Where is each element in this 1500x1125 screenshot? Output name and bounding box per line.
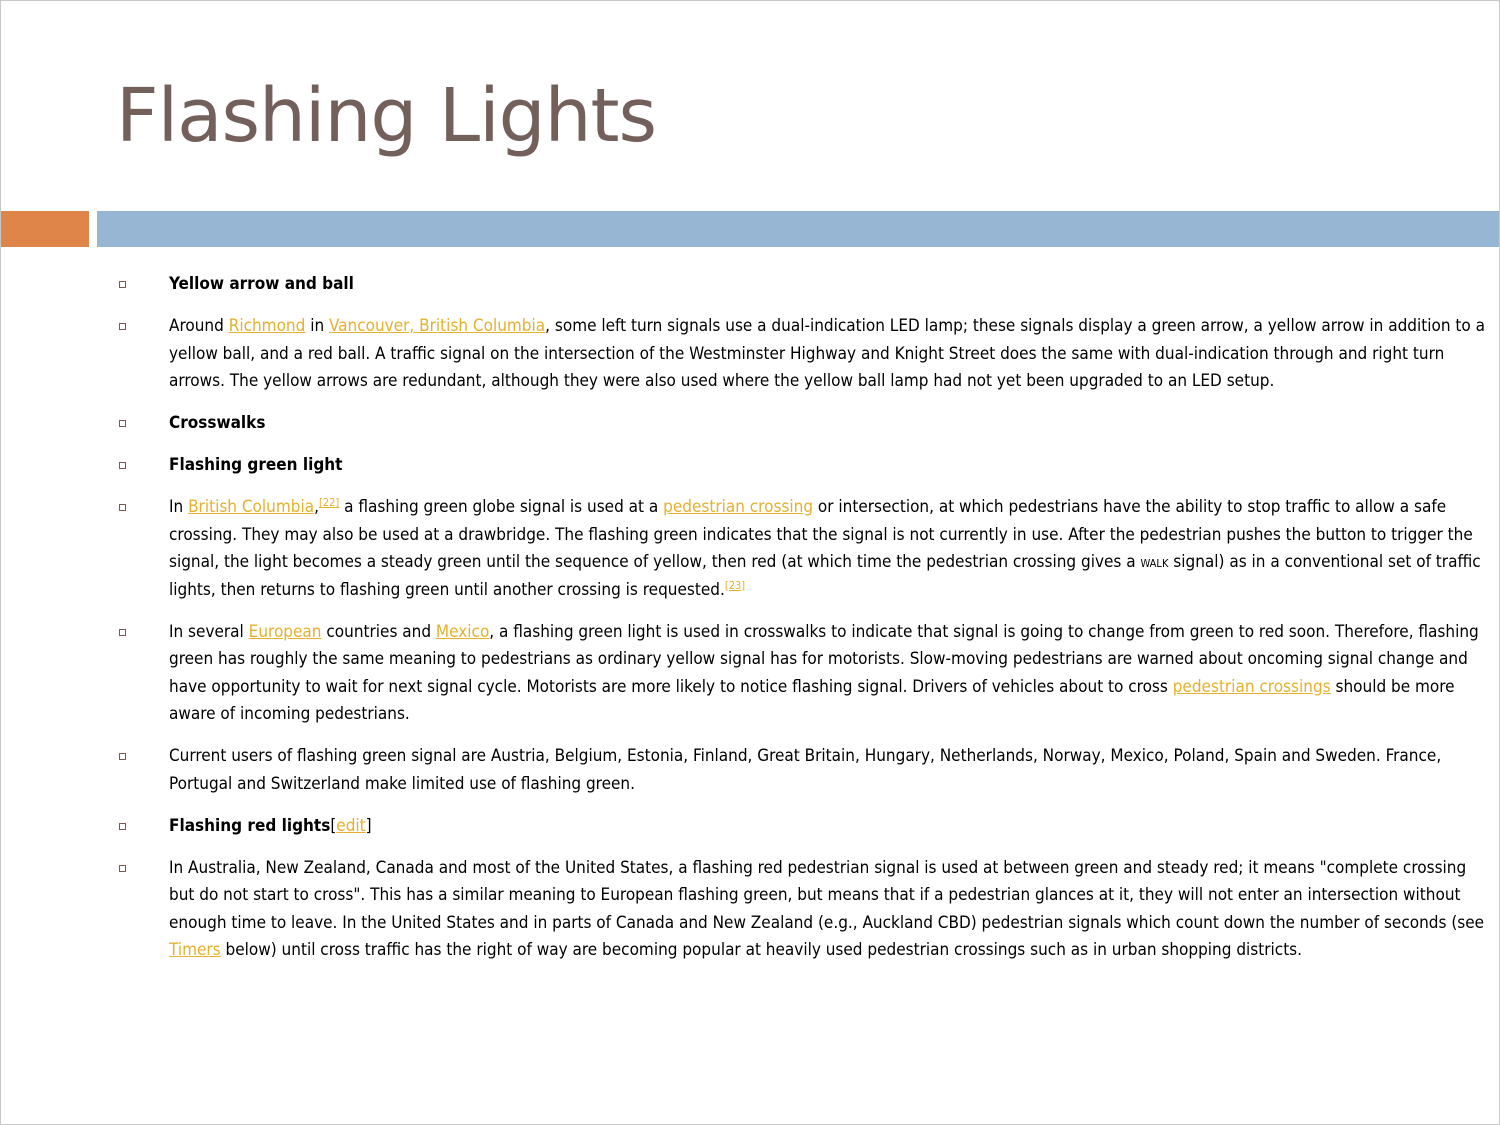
body-text: or intersection, at which pedestrians have the ability to stop traffic to allow a safe crossing. They may also be used at a drawbridge. The flashing green indicates that the signal is not currently in use. After the pedestrian pushes the button to trigger the signal, the light becomes a steady green until the sequence of yellow, then red (at which time the pedestrian crossing gives a bbox=[169, 497, 1473, 572]
link-pedestrian-crossing[interactable]: pedestrian crossing bbox=[663, 497, 814, 517]
accent-bar-orange bbox=[1, 211, 89, 247]
body-text: In Australia, New Zealand, Canada and most of the United States, a flashing red pedestrian signal is used at between green and steady red; it means "complete crossing but do not start to cross". This has a similar meaning to European flashing green, but means that if a pedestrian glances at it, they will not enter an intersection without enough time to leave. In the United States and in parts of Canada and New Zealand (e.g., Auckland CBD) pedestrian signals which count down the number of seconds (see bbox=[169, 857, 1485, 933]
link-pedestrian-crossings[interactable]: pedestrian crossings bbox=[1172, 676, 1331, 697]
body-text: Around bbox=[169, 316, 229, 336]
citation-link-22[interactable]: [22] bbox=[318, 496, 340, 509]
body-text: , some left turn signals use a dual-indication LED lamp; these signals display a green arrow, a yellow arrow in addition to a yellow ball, and a red ball. A traffic signal on the intersection of the Westminster Highway and Knight Street does the same with dual-indication through and right turn arrows. The yellow arrows are redundant, although they were also used where the yellow ball lamp had not yet been upgraded to an LED setup. bbox=[169, 316, 1485, 391]
accent-bar-blue bbox=[97, 211, 1500, 247]
list-item bbox=[119, 619, 1489, 729]
list-item bbox=[119, 271, 1489, 299]
edit-link[interactable]: edit bbox=[336, 815, 366, 836]
list-item bbox=[119, 410, 1489, 438]
hollow-square-bullet-icon bbox=[119, 865, 126, 872]
slide-title: Flashing Lights bbox=[116, 73, 657, 159]
body-text: below) until cross traffic has the right of way are becoming popular at heavily used pedestrian crossings such as in urban shopping districts. bbox=[220, 940, 1303, 960]
body-text: Current users of flashing green signal are Austria, Belgium, Estonia, Finland, Great Britain, Hungary, Netherlands, Norway, Mexico, Poland, Spain and Sweden. France, Portugal and Switzerland make limited use of flashing green. bbox=[169, 746, 1442, 794]
hollow-square-bullet-icon bbox=[119, 753, 126, 760]
hollow-square-bullet-icon bbox=[119, 462, 126, 469]
citation-link-23[interactable]: [23] bbox=[724, 578, 746, 592]
body-text: countries and bbox=[321, 621, 436, 642]
hollow-square-bullet-icon bbox=[119, 323, 126, 330]
bullet-list bbox=[119, 271, 1489, 979]
body-text: , bbox=[314, 497, 319, 517]
body-text: In bbox=[169, 497, 189, 517]
link-european[interactable]: European bbox=[248, 621, 322, 642]
body-text: In several bbox=[169, 621, 249, 642]
walk-signal-text: walk bbox=[1140, 553, 1169, 571]
hollow-square-bullet-icon bbox=[119, 629, 126, 636]
edit-bracket: ] bbox=[365, 815, 372, 836]
body-text: a flashing green globe signal is used at a bbox=[339, 497, 664, 517]
section-heading: Flashing red lights bbox=[169, 815, 331, 836]
edit-bracket: [ bbox=[330, 815, 337, 836]
list-item bbox=[119, 855, 1489, 965]
body-text: signal) as in a conventional set of traffic lights, then returns to flashing green until another crossing is requested. bbox=[169, 552, 1481, 600]
section-heading: Crosswalks bbox=[169, 413, 266, 433]
section-heading: Flashing green light bbox=[169, 455, 343, 475]
link-timers[interactable]: Timers bbox=[169, 940, 221, 960]
body-text: , a flashing green light is used in crosswalks to indicate that signal is going to change from green to red soon. Therefore, flashing green has roughly the same meaning to pedestrians as ordinary yellow signal has for motorists. Slow-moving pedestrians are warned about oncoming signal change and have opportunity to wait for next signal cycle. Motorists are more likely to notice flashing signal. Drivers of vehicles about to cross bbox=[169, 621, 1479, 697]
body-text: in bbox=[305, 316, 330, 336]
link-british-columbia[interactable]: British Columbia bbox=[188, 497, 315, 517]
list-item bbox=[119, 313, 1489, 396]
list-item bbox=[119, 813, 1489, 841]
list-item bbox=[119, 743, 1489, 798]
link-mexico[interactable]: Mexico bbox=[435, 621, 490, 642]
link-richmond[interactable]: Richmond bbox=[228, 316, 306, 336]
hollow-square-bullet-icon bbox=[119, 281, 126, 288]
list-item bbox=[119, 494, 1489, 604]
hollow-square-bullet-icon bbox=[119, 504, 126, 511]
hollow-square-bullet-icon bbox=[119, 823, 126, 830]
list-item bbox=[119, 452, 1489, 480]
link-vancouver-british-columbia[interactable]: Vancouver, British Columbia bbox=[329, 316, 546, 336]
section-heading: Yellow arrow and ball bbox=[169, 274, 354, 294]
body-text: should be more aware of incoming pedestrians. bbox=[169, 676, 1455, 724]
hollow-square-bullet-icon bbox=[119, 420, 126, 427]
